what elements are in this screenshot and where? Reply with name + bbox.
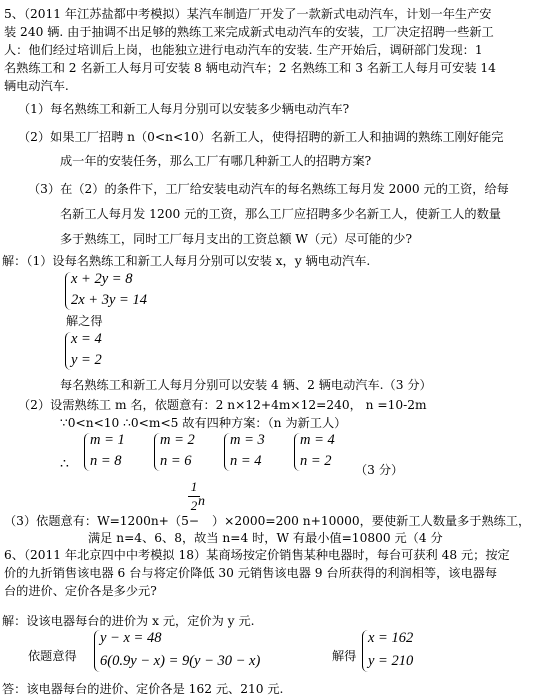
equation: x = 4 [71,331,102,347]
fraction-variable: n [198,494,205,509]
therefore-symbol: ∴ [60,457,69,472]
equation-system-result-2 [360,628,450,674]
p5-line2: 装 240 辆. 由于抽调不出足够的熟练工来完成新式电动汽车的安装，工厂决定招聘一些新工 [4,25,494,39]
plan-m: m = 1 [90,432,125,448]
plan-m: m = 4 [300,432,335,448]
equation: 2x + 3y = 14 [71,292,147,308]
sol6-by-condition: 依题意得 [28,649,77,663]
solve-label: 解之得 [66,314,103,328]
plan-1 [82,431,144,473]
equation: y = 2 [71,352,102,368]
sol5-part2: （2）设需熟练工 m 名，依题意有：2 n×12+4m×12=240， n =10-2m [18,398,427,412]
p6-line1: 6、（2011 年北京四中中考模拟 18）某商场按定价销售某种电器时，每台可获利 48 元；按定 [4,548,510,562]
p5-line4: 名熟练工和 2 名新工人每月可安装 8 辆电动汽车；2 名熟练工和 3 名新工人每月可安装 14 [4,61,496,75]
plan-n: n = 6 [160,453,192,469]
sol6-setup: 解：设该电器每台的进价为 x 元，定价为 y 元. [2,614,255,628]
p5-question-2a: （2）如果工厂招聘 n（0<n<10）名新工人，使得招聘的新工人和抽调的熟练工刚好能完 [18,130,504,144]
plan-4 [292,431,354,473]
p5-question-3c: 多于熟练工，同时工厂每月支出的工资总额 W（元）尽可能的少? [60,232,412,246]
p5-line5: 辆电动汽车. [4,79,69,93]
plan-2 [152,431,214,473]
p5-line3: 人：他们经过培训后上岗，也能独立进行电动汽车的安装. 生产开始后，调研部门发现：1 [4,43,483,57]
equation-system-result-1 [63,330,143,372]
sol5-part1: 解：（1）设每名熟练工和新工人每月分别可以安装 x，y 辆电动汽车. [2,254,371,268]
equation: x + 2y = 8 [71,271,133,287]
p5-question-3b: 名新工人每月发 1200 元的工资，那么工厂应招聘多少名新工人，使新工人的数量 [60,207,501,221]
fraction-numerator: 1 [190,479,198,494]
fraction-denominator: 2 [190,498,198,513]
p5-question-1: （1）每名熟练工和新工人每月分别可以安装多少辆电动汽车? [18,102,350,116]
solve-label: 解得 [332,649,357,663]
equation-system-2 [92,628,312,674]
score-label: （3 分） [355,463,404,477]
p5-question-2b: 成一年的安装任务，那么工厂有哪几种新工人的招聘方案? [60,154,372,168]
plan-n: n = 4 [230,453,262,469]
plan-n: n = 2 [300,453,332,469]
p5-line1: 5、（2011 年江苏盐都中考模拟）某汽车制造厂开发了一款新式电动汽车，计划一年生产安 [4,7,492,21]
equation-system-1 [63,270,183,312]
sol5-part3-conclusion: 满足 n=4、6、8，故当 n=4 时，W 有最小值=10800 元（4 分 [88,531,443,545]
equation: x = 162 [368,630,414,646]
sol5-part1-conclusion: 每名熟练工和新工人每月分别可以安装 4 辆、2 辆电动汽车.（3 分） [60,378,432,392]
p6-line3: 台的进价、定价各是多少元? [4,584,157,598]
sol5-part3-cont: ）×2000=200 n+10000，要使新工人数量多于熟练工， [212,514,531,528]
equation: y − x = 48 [100,630,162,646]
equation: y = 210 [368,653,414,669]
p6-line2: 价的九折销售该电器 6 台与将定价降低 30 元销售该电器 9 台所获得的利润相等，该电器每 [4,566,498,580]
plan-m: m = 3 [230,432,265,448]
sol6-answer: 答：该电器每台的进价、定价各是 162 元、210 元. [2,682,284,696]
equation: 6(0.9y − x) = 9(y − 30 − x) [100,653,261,669]
plan-3 [222,431,284,473]
plan-n: n = 8 [90,453,122,469]
p5-question-3a: （3）在（2）的条件下，工厂给安装电动汽车的每名熟练工每月发 2000 元的工资，给每 [28,182,509,196]
sol5-part3: （3）依题意有：W=1200n+（5− [4,514,200,528]
sol5-part2-range: ∵0<n<10 ∴0<m<5 故有四种方案：（n 为新工人） [60,416,347,430]
plan-m: m = 2 [160,432,195,448]
